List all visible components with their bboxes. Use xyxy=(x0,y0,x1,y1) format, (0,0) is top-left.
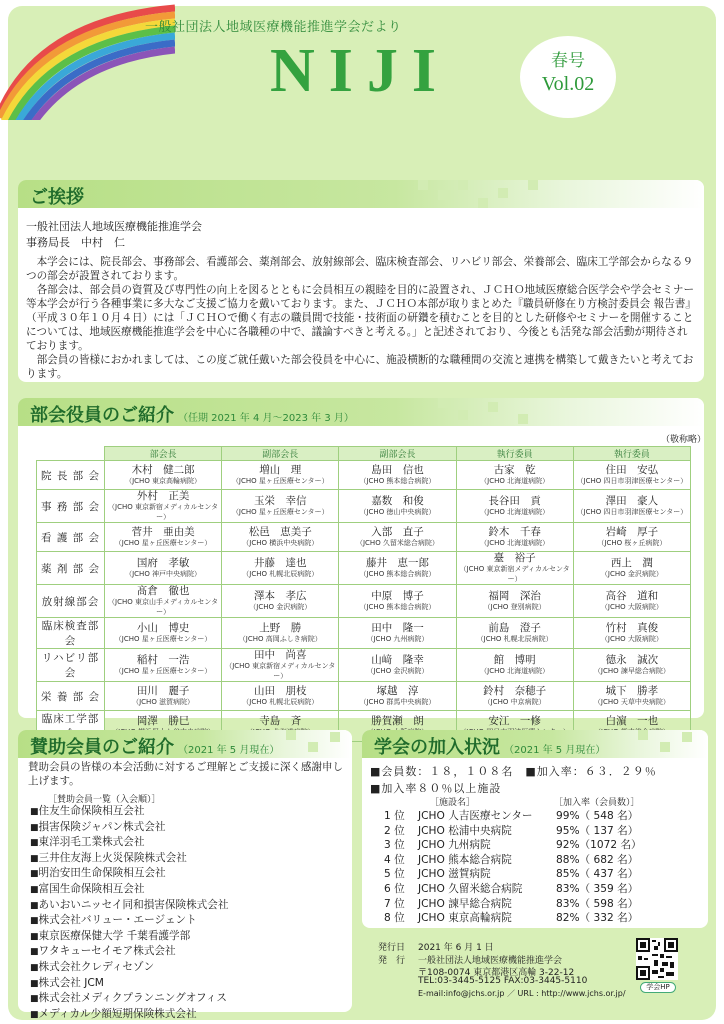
officer-hospital: （JCHO 星ヶ丘医療センター） xyxy=(231,508,329,516)
officer-name: 上野 勝 xyxy=(259,622,302,634)
officer-cell xyxy=(456,618,573,649)
issue-date-label: 発行日 xyxy=(378,943,406,953)
officer-hospital: （JCHO 中京病院） xyxy=(483,698,546,706)
officer-name: 田川 麗子 xyxy=(136,685,190,697)
officer-cell xyxy=(222,585,339,618)
officer-name: 臺 裕子 xyxy=(493,552,536,564)
greeting-paragraph: 部会員の皆様におかれましては、この度ご就任戴いた部会役員を中心に、施設横断的な職種間の交流と連携を構築して戴きたいと考えております。 xyxy=(26,354,694,380)
officer-cell xyxy=(105,461,222,490)
officer-cell xyxy=(105,523,222,552)
publisher-contact[interactable]: E-mail:info@jchs.or.jp ／ URL : http://www.jchs.or.jp/ xyxy=(418,989,626,998)
officer-hospital: （JCHO 東京山手メディカルセンター） xyxy=(108,598,219,616)
roster-term: （任期 2021 年 4 月〜2023 年 3 月） xyxy=(178,413,354,424)
officer-hospital: （JCHO 金沢病院） xyxy=(366,667,429,675)
sponsor-item: ■ 住友生命保険相互会社 xyxy=(30,804,228,820)
officer-hospital: （JCHO 四日市羽津医療センター） xyxy=(576,508,688,516)
facility-name: JCHO 諫早総合病院 xyxy=(418,897,512,910)
publisher-name: 一般社団法人地域医療機能推進学会 xyxy=(418,956,563,966)
sponsor-item: ■ 株式会社 JCM xyxy=(30,976,228,992)
officer-name: 中原 博子 xyxy=(371,590,424,602)
officer-hospital: （JCHO 札幌北辰病院） xyxy=(242,698,319,706)
officer-cell xyxy=(105,649,222,682)
officer-hospital: （JCHO 星ヶ丘医療センター） xyxy=(231,477,329,485)
officer-hospital: （JCHO 北海道病院） xyxy=(480,477,550,485)
membership-panel xyxy=(362,730,708,928)
officer-cell xyxy=(339,461,456,490)
facility-name: JCHO 熊本総合病院 xyxy=(418,853,512,866)
officer-hospital: （JCHO 滋賀病院） xyxy=(132,698,195,706)
issue-badge xyxy=(520,36,616,118)
officer-hospital: （JCHO 熊本総合病院） xyxy=(359,603,436,611)
department-name: 臨床検査部会 xyxy=(37,618,105,649)
greeting-body xyxy=(26,255,696,381)
officer-cell xyxy=(573,649,690,682)
roster-row xyxy=(37,585,691,618)
roster-row xyxy=(37,523,691,552)
officer-hospital: （JCHO 北海道病院） xyxy=(480,508,550,516)
officer-hospital: （JCHO 札幌北辰病院） xyxy=(476,635,553,643)
department-name: 薬 剤 部 会 xyxy=(37,552,105,585)
roster-table xyxy=(36,446,691,742)
publisher-label: 発 行 xyxy=(378,956,406,966)
officer-hospital: （JCHO 諫早総合病院） xyxy=(593,667,670,675)
officer-name: 安江 一修 xyxy=(488,715,541,727)
issue-date: 2021 年 6 月 1 日 xyxy=(418,943,494,953)
column-header: 副部会長 xyxy=(222,447,339,461)
officer-cell xyxy=(222,618,339,649)
officer-cell xyxy=(339,552,456,585)
officer-cell xyxy=(573,552,690,585)
officer-cell xyxy=(573,585,690,618)
officer-name: 澤田 豪人 xyxy=(605,495,659,507)
join-rate: 83%（ 598 名） xyxy=(556,897,639,910)
masthead-title: NIJI xyxy=(270,37,451,105)
roster-title: 部会役員のご紹介 xyxy=(30,405,174,426)
qr-label: 学会HP xyxy=(640,982,676,993)
officer-hospital: （JCHO 金沢病院） xyxy=(600,570,663,578)
roster-title-wrap xyxy=(30,401,354,426)
officer-name: 竹村 真俊 xyxy=(605,622,659,634)
join-rate: 95%（ 137 名） xyxy=(556,824,639,837)
publisher-phone: TEL:03-3445-5125 FAX:03-3445-5110 xyxy=(418,976,588,986)
join-rate: 92%（1072 名） xyxy=(556,839,642,852)
sponsors-title-wrap xyxy=(30,733,279,758)
officer-name: 髙倉 徹也 xyxy=(136,585,190,597)
officer-hospital: （JCHO 金沢病院） xyxy=(249,603,312,611)
sponsor-item: ■ 株式会社バリュー・エージェント xyxy=(30,913,228,929)
publisher-address: 〒108-0074 東京都港区高輪 3-22-12 xyxy=(418,968,575,978)
officer-cell xyxy=(339,682,456,711)
roster-row xyxy=(37,649,691,682)
join-rate: 83%（ 359 名） xyxy=(556,883,639,895)
officer-cell xyxy=(339,585,456,618)
department-name: リハビリ部会 xyxy=(37,649,105,682)
officer-name: 福岡 深治 xyxy=(488,590,541,602)
facility-name: JCHO 滋賀病院 xyxy=(418,868,491,881)
column-header: 執行委員 xyxy=(573,447,690,461)
membership-header xyxy=(362,730,708,758)
officer-hospital: （JCHO 東京高輪病院） xyxy=(125,477,202,485)
officer-cell xyxy=(573,461,690,490)
greeting-title: ご挨拶 xyxy=(30,187,84,208)
officer-name: 館 博明 xyxy=(493,654,536,666)
officer-cell xyxy=(105,490,222,523)
officer-name: 山田 朋枝 xyxy=(254,685,307,697)
sponsor-item: ■ 損害保険ジャパン株式会社 xyxy=(30,820,228,836)
rank-number: 4 位 xyxy=(384,853,405,866)
officer-hospital: （JCHO 星ヶ丘医療センター） xyxy=(114,635,212,643)
officer-name: 古家 乾 xyxy=(493,464,536,476)
masthead-subtitle: 一般社団法人地域医療機能推進学会だより xyxy=(145,20,402,35)
officer-hospital: （JCHO 神戸中央病院） xyxy=(125,570,202,578)
officer-name: 前島 澄子 xyxy=(488,622,541,634)
officer-cell xyxy=(573,618,690,649)
officer-cell xyxy=(339,618,456,649)
column-header: 部会長 xyxy=(105,447,222,461)
officer-cell xyxy=(222,523,339,552)
membership-date: （2021 年 5 月現在） xyxy=(504,745,606,756)
officer-cell xyxy=(573,523,690,552)
department-name: 事 務 部 会 xyxy=(37,490,105,523)
facility-heading: ［施設名］ xyxy=(430,798,476,808)
greeting-org: 一般社団法人地域医療機能推進学会 xyxy=(26,220,202,233)
issue-season: 春号 xyxy=(551,51,585,71)
rate-heading: ［加入率（会員数）］ xyxy=(554,798,640,808)
department-name: 院 長 部 会 xyxy=(37,461,105,490)
officer-name: 木村 健二郎 xyxy=(131,464,195,476)
officer-cell xyxy=(456,490,573,523)
officer-name: 長谷田 貢 xyxy=(488,495,541,507)
officer-name: 白濵 一也 xyxy=(605,715,659,727)
officer-cell xyxy=(573,682,690,711)
officer-name: 西上 潤 xyxy=(610,557,653,569)
officer-cell xyxy=(456,682,573,711)
greeting-paragraph: 本学会には、院長部会、事務部会、看護部会、薬剤部会、放射線部会、臨床検査部会、リハビリ部会、栄養部会、臨床工学部会からなる９つの部会が設置されております。 xyxy=(26,256,694,282)
officer-name: 国府 孝敏 xyxy=(136,557,190,569)
sponsor-item: ■ 株式会社メディクプランニングオフィス xyxy=(30,991,228,1007)
membership-over80: ■加入率８０％以上施設 xyxy=(370,782,502,795)
facility-name: JCHO 久留米総合病院 xyxy=(418,883,523,895)
sponsors-list xyxy=(30,804,228,1022)
officer-hospital: （JCHO 桜ヶ丘病院） xyxy=(597,539,667,547)
officer-hospital: （JCHO 大阪病院） xyxy=(600,635,663,643)
officer-cell xyxy=(573,490,690,523)
department-name: 臨床工学部 xyxy=(37,711,105,742)
facility-name: JCHO 松浦中央病院 xyxy=(418,824,512,837)
officer-hospital: （JCHO 熊本総合病院） xyxy=(359,570,436,578)
join-rate: 99%（ 548 名） xyxy=(556,810,639,822)
officer-name: 住田 安弘 xyxy=(605,464,659,476)
greeting-signer: 事務局長 中村 仁 xyxy=(26,236,125,249)
officer-hospital: （JCHO 高岡ふしき病院） xyxy=(238,635,322,643)
roster-row xyxy=(37,682,691,711)
officer-hospital: （JCHO 熊本総合病院） xyxy=(359,477,436,485)
join-rate: 82%（ 332 名） xyxy=(556,912,639,925)
officer-cell xyxy=(222,552,339,585)
facility-name: JCHO 人吉医療センター xyxy=(418,810,533,822)
join-rate: 88%（ 682 名） xyxy=(556,853,639,866)
officer-name: 藤井 恵一郎 xyxy=(365,557,429,569)
officer-cell xyxy=(222,490,339,523)
officer-hospital: （JCHO 天草中央病院） xyxy=(593,698,670,706)
issue-volume: Vol.02 xyxy=(541,73,595,95)
sponsor-item: ■ 東京医療保健大学 千葉看護学部 xyxy=(30,929,228,945)
officer-name: 増山 理 xyxy=(259,464,302,476)
officer-name: 島田 信也 xyxy=(371,464,424,476)
rank-number: 3 位 xyxy=(384,839,405,852)
rank-number: 7 位 xyxy=(384,897,405,910)
greeting-paragraph: 各部会は、部会員の資質及び専門性の向上を図るとともに会員相互の親睦を目的に設置され、ＪＣＨＯ地域医療総合医学会や学会セミナー等本学会が行う各種事業に多大なご支援ご協力を戴いております。また、ＪＣＨＯ本部が取りまとめた『職員研修在り方検討委員会 報告書』（平成３０年１０月４日）には「ＪＣＨＯで働く有志の職員間で技能・技術面の研鑽を積むことを目的とした研修やセミナーを開催することについては、地域医療機能推進学会を中心に各職種の中で、議論すべきと考える。」と記述されており、今後とも活発な部会活動が期待されております。 xyxy=(26,284,696,352)
rank-number: 5 位 xyxy=(384,868,405,881)
officer-hospital: （JCHO 横浜中央病院） xyxy=(242,539,319,547)
officer-hospital: （JCHO 登別病院） xyxy=(483,603,546,611)
officer-name: 塚越 淳 xyxy=(376,685,419,697)
officer-name: 城下 勝孝 xyxy=(605,685,659,697)
officer-name: 勝賀瀬 朗 xyxy=(371,715,424,727)
officer-name: 外村 正美 xyxy=(136,490,190,502)
department-name: 放射線部会 xyxy=(37,585,105,618)
officer-cell xyxy=(339,523,456,552)
officer-name: 德永 誠次 xyxy=(605,654,659,666)
roster-row xyxy=(37,618,691,649)
officer-name: 入部 直子 xyxy=(371,526,424,538)
officer-hospital: （JCHO 東京新宿メディカルセンター） xyxy=(108,503,219,521)
column-header: 執行委員 xyxy=(456,447,573,461)
officer-cell xyxy=(105,552,222,585)
column-header: 副部会長 xyxy=(339,447,456,461)
officer-cell xyxy=(456,461,573,490)
officer-cell xyxy=(105,585,222,618)
sponsor-item: ■ メディカル少額短期保険株式会社 xyxy=(30,1007,228,1023)
officer-hospital: （JCHO 星ヶ丘医療センター） xyxy=(114,539,212,547)
officer-name: 菅井 亜由美 xyxy=(131,526,195,538)
officer-name: 稲村 一浩 xyxy=(136,654,190,666)
officer-hospital: （JCHO 大阪病院） xyxy=(600,603,663,611)
facility-name: JCHO 東京高輪病院 xyxy=(418,912,512,925)
officer-name: 嘉数 和俊 xyxy=(371,495,424,507)
roster-row xyxy=(37,461,691,490)
sponsor-item: ■ 株式会社クレディセゾン xyxy=(30,960,228,976)
officer-hospital: （JCHO 東京新宿メディカルセンター） xyxy=(225,662,336,680)
sponsors-date: （2021 年 5 月現在） xyxy=(178,745,280,756)
officer-name: 岡澤 勝巳 xyxy=(136,715,190,727)
membership-title: 学会の加入状況 xyxy=(374,737,500,758)
officer-name: 田中 尚喜 xyxy=(254,649,307,661)
officer-name: 岩崎 厚子 xyxy=(605,526,659,538)
officer-cell xyxy=(456,523,573,552)
sponsor-item: ■ あいおいニッセイ同和損害保険株式会社 xyxy=(30,898,228,914)
department-name: 看 護 部 会 xyxy=(37,523,105,552)
officer-hospital: （JCHO 星ヶ丘医療センター） xyxy=(114,667,212,675)
officer-name: 山﨑 隆幸 xyxy=(371,654,424,666)
officer-cell xyxy=(339,490,456,523)
officer-cell xyxy=(222,649,339,682)
officer-hospital: （JCHO 東京新宿メディカルセンター） xyxy=(459,565,570,583)
officer-name: 松邑 恵美子 xyxy=(248,526,312,538)
officer-name: 小山 博史 xyxy=(136,622,190,634)
officer-cell xyxy=(456,552,573,585)
roster-header xyxy=(18,398,704,426)
officer-cell xyxy=(105,682,222,711)
sponsors-list-heading: ［賛助会員一覧（入会順）］ xyxy=(48,795,161,805)
officer-hospital: （JCHO 札幌北辰病院） xyxy=(242,570,319,578)
rank-number: 8 位 xyxy=(384,912,405,925)
facility-name: JCHO 九州病院 xyxy=(418,839,491,852)
officer-hospital: （JCHO 群馬中央病院） xyxy=(359,698,436,706)
membership-stats: ■会員数：１８，１０８名 ■加入率：６３．２９％ xyxy=(370,765,657,778)
officer-name: 玉栄 幸信 xyxy=(254,495,307,507)
officer-hospital: （JCHO 久留米総合病院） xyxy=(355,539,439,547)
sponsors-header xyxy=(18,730,352,758)
roster-header-row xyxy=(37,447,691,461)
officer-hospital: （JCHO 徳山中央病院） xyxy=(359,508,436,516)
officer-cell xyxy=(222,461,339,490)
rank-number: 6 位 xyxy=(384,883,405,895)
roster-row xyxy=(37,552,691,585)
officer-hospital: （JCHO 北海道病院） xyxy=(480,539,550,547)
officer-name: 井藤 達也 xyxy=(254,557,307,569)
officer-name: 鈴村 奈穂子 xyxy=(483,685,547,697)
officer-name: 澤本 孝広 xyxy=(254,590,307,602)
officer-name: 高谷 道和 xyxy=(605,590,659,602)
sponsor-item: ■ 東洋羽毛工業株式会社 xyxy=(30,835,228,851)
officer-name: 田中 隆一 xyxy=(371,622,424,634)
sponsor-item: ■ 富国生命保険相互会社 xyxy=(30,882,228,898)
officer-cell xyxy=(456,585,573,618)
officer-name: 寺島 斉 xyxy=(259,715,302,727)
officer-hospital: （JCHO 九州病院） xyxy=(366,635,429,643)
officer-name: 鈴木 千春 xyxy=(488,526,541,538)
officer-hospital: （JCHO 北海道病院） xyxy=(480,667,550,675)
sponsors-title: 賛助会員のご紹介 xyxy=(30,737,174,758)
membership-title-wrap xyxy=(374,733,605,758)
officer-hospital: （JCHO 四日市羽津医療センター） xyxy=(576,477,688,485)
officer-cell xyxy=(222,682,339,711)
officer-cell xyxy=(105,618,222,649)
sponsors-intro: 賛助会員の皆様の本会活動に対するご理解とご支援に深く感謝申し上げます。 xyxy=(28,761,343,787)
department-name: 栄 養 部 会 xyxy=(37,682,105,711)
rank-number: 2 位 xyxy=(384,824,405,837)
officer-cell xyxy=(456,649,573,682)
rank-number: 1 位 xyxy=(384,810,405,822)
officer-cell xyxy=(339,649,456,682)
sponsor-item: ■ 三井住友海上火災保険株式会社 xyxy=(30,851,228,867)
roster-note: （敬称略） xyxy=(660,435,706,445)
greeting-header xyxy=(18,180,704,208)
sponsor-item: ■ ワタキューセイモア株式会社 xyxy=(30,944,228,960)
qr-code[interactable] xyxy=(636,938,678,980)
join-rate: 85%（ 437 名） xyxy=(556,868,639,881)
sponsor-item: ■ 明治安田生命保険相互会社 xyxy=(30,866,228,882)
roster-row xyxy=(37,490,691,523)
